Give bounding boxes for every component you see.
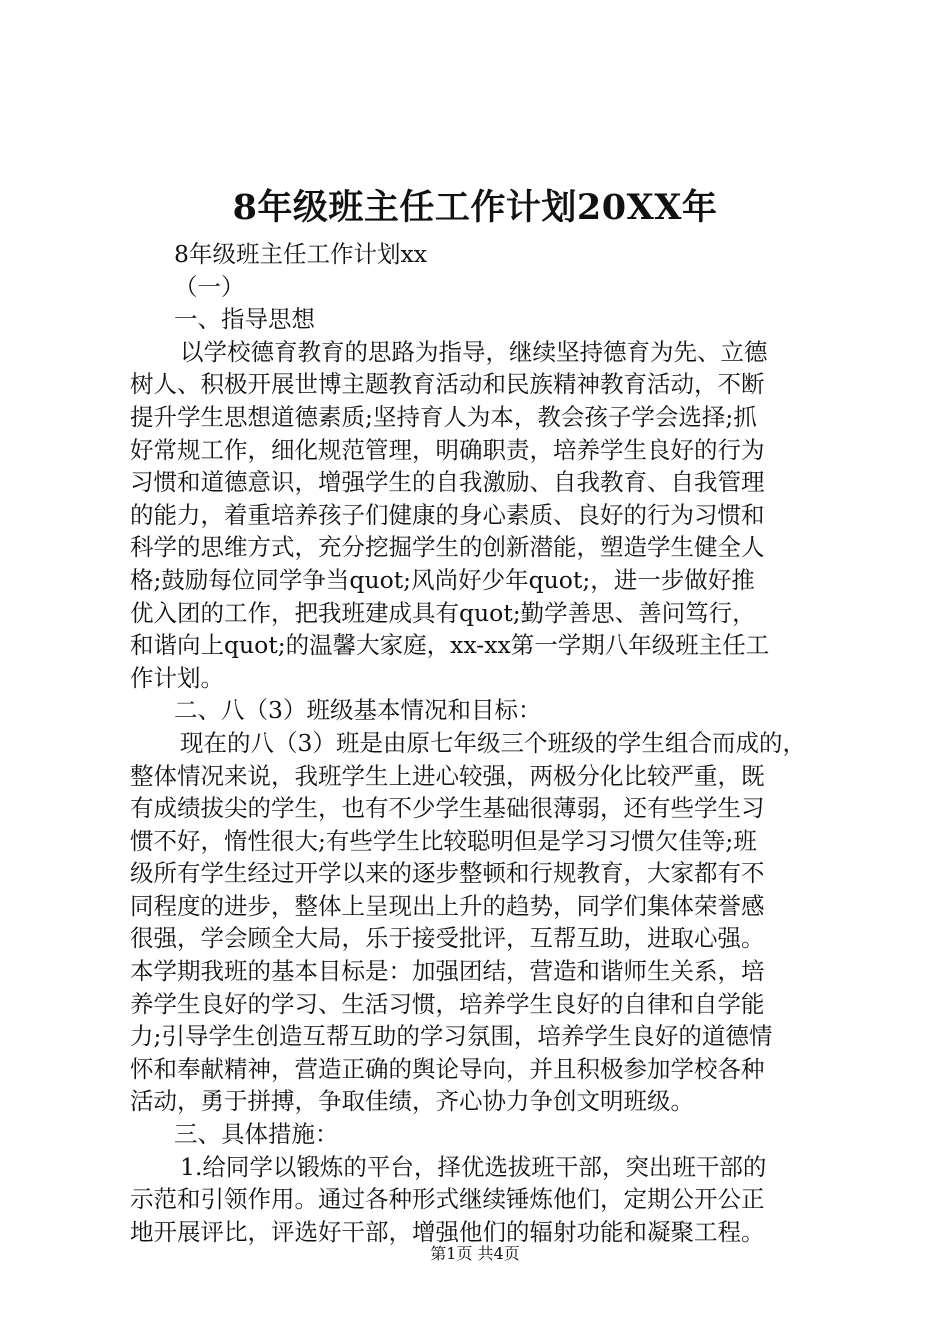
paragraph-line: 活动，勇于拼搏，争取佳绩，齐心协力争创文明班级。 bbox=[130, 1087, 694, 1116]
paragraph-line: 科学的思维方式，充分挖掘学生的创新潜能，塑造学生健全人 bbox=[130, 533, 765, 562]
paragraph-line: 的能力，着重培养孩子们健康的身心素质、良好的行为习惯和 bbox=[130, 500, 765, 529]
paragraph-line: 和谐向上quot;的温馨大家庭，xx-xx第一学期八年级班主任工 bbox=[130, 631, 770, 660]
paragraph-line: 很强，学会顾全大局，乐于接受批评，互帮互助，进取心强。 bbox=[130, 924, 765, 953]
paragraph-line: 提升学生思想道德素质;坚持育人为本，教会孩子学会选择;抓 bbox=[130, 402, 757, 431]
paragraph-line: 地开展评比，评选好干部，增强他们的辐射功能和凝聚工程。 bbox=[130, 1217, 765, 1246]
paragraph-line: 力;引导学生创造互帮互助的学习氛围，培养学生良好的道德情 bbox=[130, 1022, 773, 1051]
page-footer: 第1页 共4页 bbox=[430, 1244, 520, 1263]
paragraph-line: 养学生良好的学习、生活习惯，培养学生良好的自律和自学能 bbox=[130, 989, 765, 1018]
document-body bbox=[130, 238, 830, 1248]
paragraph-line: 格;鼓励每位同学争当quot;风尚好少年quot;，进一步做好推 bbox=[130, 565, 755, 594]
paragraph-line: 同程度的进步，整体上呈现出上升的趋势，同学们集体荣誉感 bbox=[130, 891, 765, 920]
paragraph-line: 怀和奉献精神，营造正确的舆论导向，并且积极参加学校各种 bbox=[130, 1054, 765, 1083]
paragraph-line: 8年级班主任工作计划xx bbox=[174, 240, 427, 268]
paragraph-line: 优入团的工作，把我班建成具有quot;勤学善思、善问笃行， bbox=[130, 598, 756, 627]
paragraph-line: 以学校德育教育的思路为指导，继续坚持德育为先、立德 bbox=[180, 337, 768, 366]
paragraph-line: 现在的八（3）班是由原七年级三个班级的学生组合而成的， bbox=[180, 728, 806, 757]
paragraph-line: 整体情况来说，我班学生上进心较强，两极分化比较严重，既 bbox=[130, 761, 765, 790]
document-title: 8年级班主任工作计划20XX年 bbox=[232, 187, 718, 228]
paragraph-line: （一） bbox=[174, 272, 245, 301]
paragraph-line: 示范和引领作用。通过各种形式继续锤炼他们，定期公开公正 bbox=[130, 1185, 765, 1214]
paragraph-line: 三、具体措施： bbox=[174, 1120, 339, 1149]
paragraph-line: 级所有学生经过开学以来的逐步整顿和行规教育，大家都有不 bbox=[130, 859, 765, 888]
paragraph-line: 有成绩拔尖的学生，也有不少学生基础很薄弱，还有些学生习 bbox=[130, 794, 765, 823]
paragraph-line: 本学期我班的基本目标是：加强团结，营造和谐师生关系，培 bbox=[130, 957, 765, 986]
paragraph-line: 好常规工作，细化规范管理，明确职责，培养学生良好的行为 bbox=[130, 435, 765, 464]
paragraph-line: 1.给同学以锻炼的平台，择优选拔班干部，突出班干部的 bbox=[180, 1152, 767, 1181]
paragraph-line: 二、八（3）班级基本情况和目标： bbox=[174, 696, 542, 725]
paragraph-line: 惯不好，惰性很大;有些学生比较聪明但是学习习惯欠佳等;班 bbox=[130, 826, 757, 855]
paragraph-line: 树人、积极开展世博主题教育活动和民族精神教育活动，不断 bbox=[130, 370, 765, 399]
paragraph-line: 作计划。 bbox=[130, 663, 224, 692]
paragraph-line: 习惯和道德意识，增强学生的自我激励、自我教育、自我管理 bbox=[130, 468, 765, 497]
paragraph-line: 一、指导思想 bbox=[174, 305, 315, 334]
